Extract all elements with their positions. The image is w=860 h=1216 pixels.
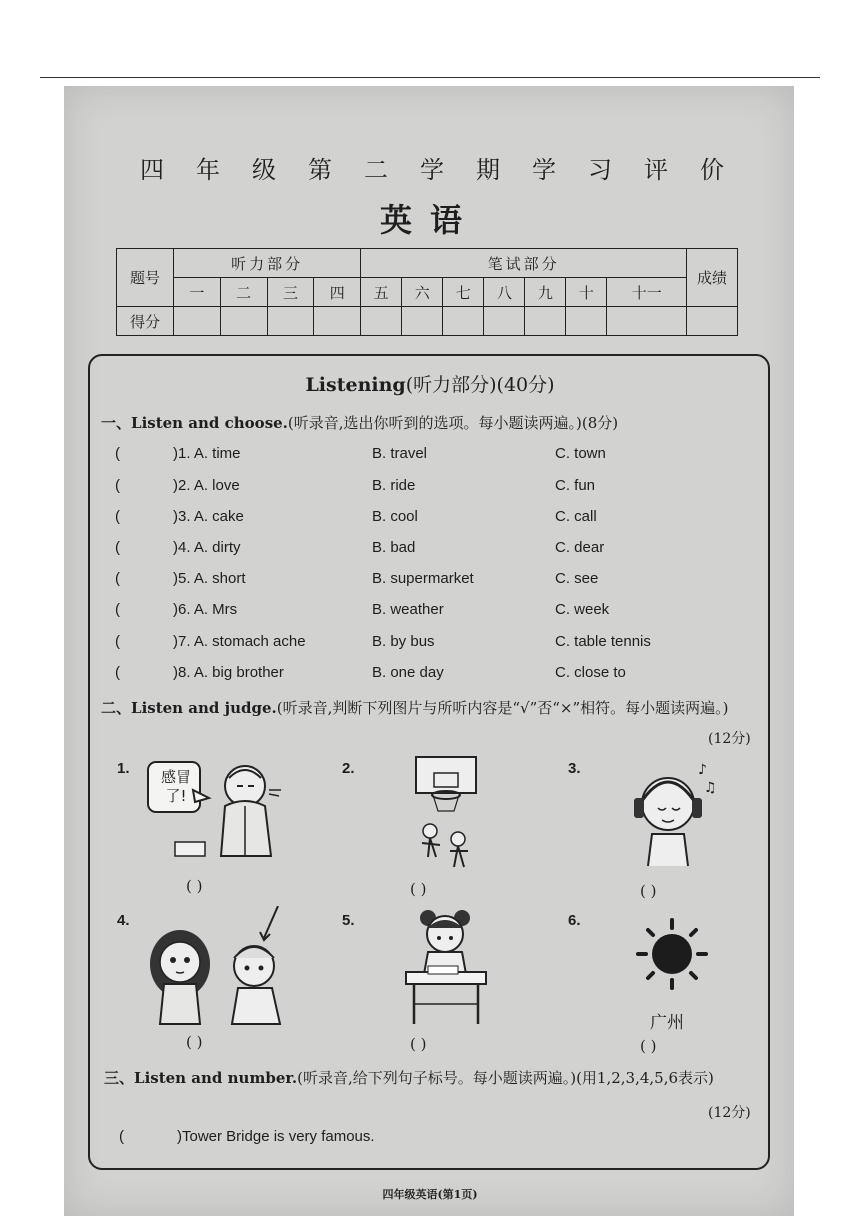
sun-icon (632, 916, 712, 996)
option-b: B. supermarket (372, 570, 474, 587)
answer-blank[interactable]: ( ) (640, 882, 657, 900)
col-header: 七 (443, 278, 484, 307)
col-header: 十一 (607, 278, 687, 307)
score-cell[interactable] (314, 307, 361, 336)
answer-blank[interactable]: ( (115, 570, 120, 587)
listening-heading-en: Listening (305, 374, 406, 396)
part3-points: (12分) (708, 1105, 751, 1121)
sick-boy-icon (145, 756, 290, 866)
list-item (115, 633, 755, 655)
exam-title: 四年级第二学期学习评价 (140, 156, 756, 184)
item-number: 3. (568, 760, 581, 777)
svg-text:♪: ♪ (698, 762, 707, 778)
option-b: B. bad (372, 539, 416, 556)
score-cell[interactable] (566, 307, 607, 336)
list-item (115, 445, 755, 467)
part2-directions: (听录音,判断下列图片与所听内容是“√”否“×”相符。每小题读两遍。) (276, 699, 729, 717)
col-header: 三 (267, 278, 314, 307)
col-header: 一 (174, 278, 221, 307)
option-c: C. fun (555, 477, 596, 494)
option-c: C. week (555, 601, 610, 618)
part3-directions: (听录音,给下列句子标号。每小题读两遍。)(用1,2,3,4,5,6表示) (297, 1069, 714, 1087)
sick-bubble-text: 感冒了! (160, 768, 191, 805)
part3-num: 三、 (104, 1069, 135, 1087)
col-header: 八 (484, 278, 525, 307)
answer-blank[interactable]: ( (115, 633, 120, 650)
option-b: B. cool (372, 508, 418, 525)
answer-blank[interactable]: ( (115, 539, 120, 556)
item-number: 1. (117, 760, 130, 777)
part1-directions: (听录音,选出你听到的选项。每小题读两遍。)(8分) (287, 414, 619, 432)
part2-instruction (101, 697, 729, 718)
option-c: C. call (555, 508, 597, 525)
option-a: )2. A. love (173, 477, 240, 494)
option-c: C. town (555, 445, 606, 462)
listening-heading-cn: (听力部分)(40分) (405, 374, 555, 396)
item-number: 5. (342, 912, 355, 929)
option-a: )3. A. cake (173, 508, 244, 525)
written-group-label: 笔试部分 (361, 249, 687, 278)
score-cell[interactable] (361, 307, 402, 336)
score-cell[interactable] (174, 307, 221, 336)
part1-instruction (101, 412, 618, 433)
answer-blank[interactable]: ( ) (186, 877, 203, 895)
score-cell[interactable] (443, 307, 484, 336)
part2-title: Listen and judge. (131, 699, 277, 717)
answer-blank[interactable]: ( ) (186, 1033, 203, 1051)
score-cell[interactable] (402, 307, 443, 336)
answer-blank[interactable]: ( (115, 601, 120, 618)
list-item (115, 539, 755, 561)
answer-blank[interactable]: ( (115, 508, 120, 525)
page-footer: 四年级英语(第1页) (382, 1188, 478, 1201)
option-a: )8. A. big brother (173, 664, 284, 681)
answer-blank[interactable]: ( (115, 445, 120, 462)
total-label: 成绩 (687, 249, 738, 307)
part3-title: Listen and number. (134, 1069, 298, 1087)
subject-title: 英语 (380, 201, 481, 239)
answer-blank[interactable]: ( (119, 1128, 124, 1145)
option-b: B. ride (372, 477, 416, 494)
city-label: 广州 (650, 1013, 684, 1033)
score-cell[interactable] (484, 307, 525, 336)
col-header: 十 (566, 278, 607, 307)
score-cell[interactable] (220, 307, 267, 336)
row-label-number: 题号 (117, 249, 174, 307)
answer-blank[interactable]: ( ) (410, 1035, 427, 1053)
part3-instruction (104, 1067, 714, 1088)
option-c: C. table tennis (555, 633, 651, 650)
basketball-hoop-icon (400, 753, 490, 873)
option-a: )5. A. short (173, 570, 246, 587)
part1-num: 一、 (101, 414, 132, 432)
col-header: 四 (314, 278, 361, 307)
option-a: )6. A. Mrs (173, 601, 238, 618)
option-c: C. dear (555, 539, 605, 556)
part1-title: Listen and choose. (131, 414, 288, 432)
row-label-score: 得分 (117, 307, 174, 336)
option-b: B. one day (372, 664, 444, 681)
listening-heading (0, 370, 860, 397)
option-c: C. close to (555, 664, 626, 681)
score-cell[interactable] (607, 307, 687, 336)
col-header: 九 (525, 278, 566, 307)
option-b: B. weather (372, 601, 444, 618)
list-item (115, 508, 755, 530)
girl-and-boy-icon (146, 906, 296, 1026)
option-b: B. travel (372, 445, 428, 462)
list-item (115, 1128, 755, 1150)
list-item (115, 664, 755, 686)
option-a: )1. A. time (173, 445, 241, 462)
col-header: 二 (220, 278, 267, 307)
list-item (115, 601, 755, 623)
col-header: 六 (402, 278, 443, 307)
list-item (115, 570, 755, 592)
part2-points: (12分) (708, 731, 751, 747)
answer-blank[interactable]: ( (115, 664, 120, 681)
col-header: 五 (361, 278, 402, 307)
listening-group-label: 听力部分 (174, 249, 361, 278)
answer-blank[interactable]: ( ) (640, 1037, 657, 1055)
answer-blank[interactable]: ( ) (410, 880, 427, 898)
option-a: )4. A. dirty (173, 539, 241, 556)
option-a: )7. A. stomach ache (173, 633, 306, 650)
item-number: 2. (342, 760, 355, 777)
option-c: C. see (555, 570, 599, 587)
option-b: B. by bus (372, 633, 435, 650)
part2-num: 二、 (101, 699, 132, 717)
answer-blank[interactable]: ( (115, 477, 120, 494)
score-cell[interactable] (267, 307, 314, 336)
svg-text:♫: ♫ (704, 780, 717, 796)
girl-at-desk-icon (402, 908, 492, 1028)
list-item (115, 477, 755, 499)
top-rule (40, 77, 820, 78)
sentence-item: )Tower Bridge is very famous. (177, 1128, 375, 1145)
item-number: 4. (117, 912, 130, 929)
item-number: 6. (568, 912, 581, 929)
headphones-boy-icon (628, 760, 718, 870)
total-cell[interactable] (687, 307, 738, 336)
score-cell[interactable] (525, 307, 566, 336)
score-table (116, 248, 738, 336)
